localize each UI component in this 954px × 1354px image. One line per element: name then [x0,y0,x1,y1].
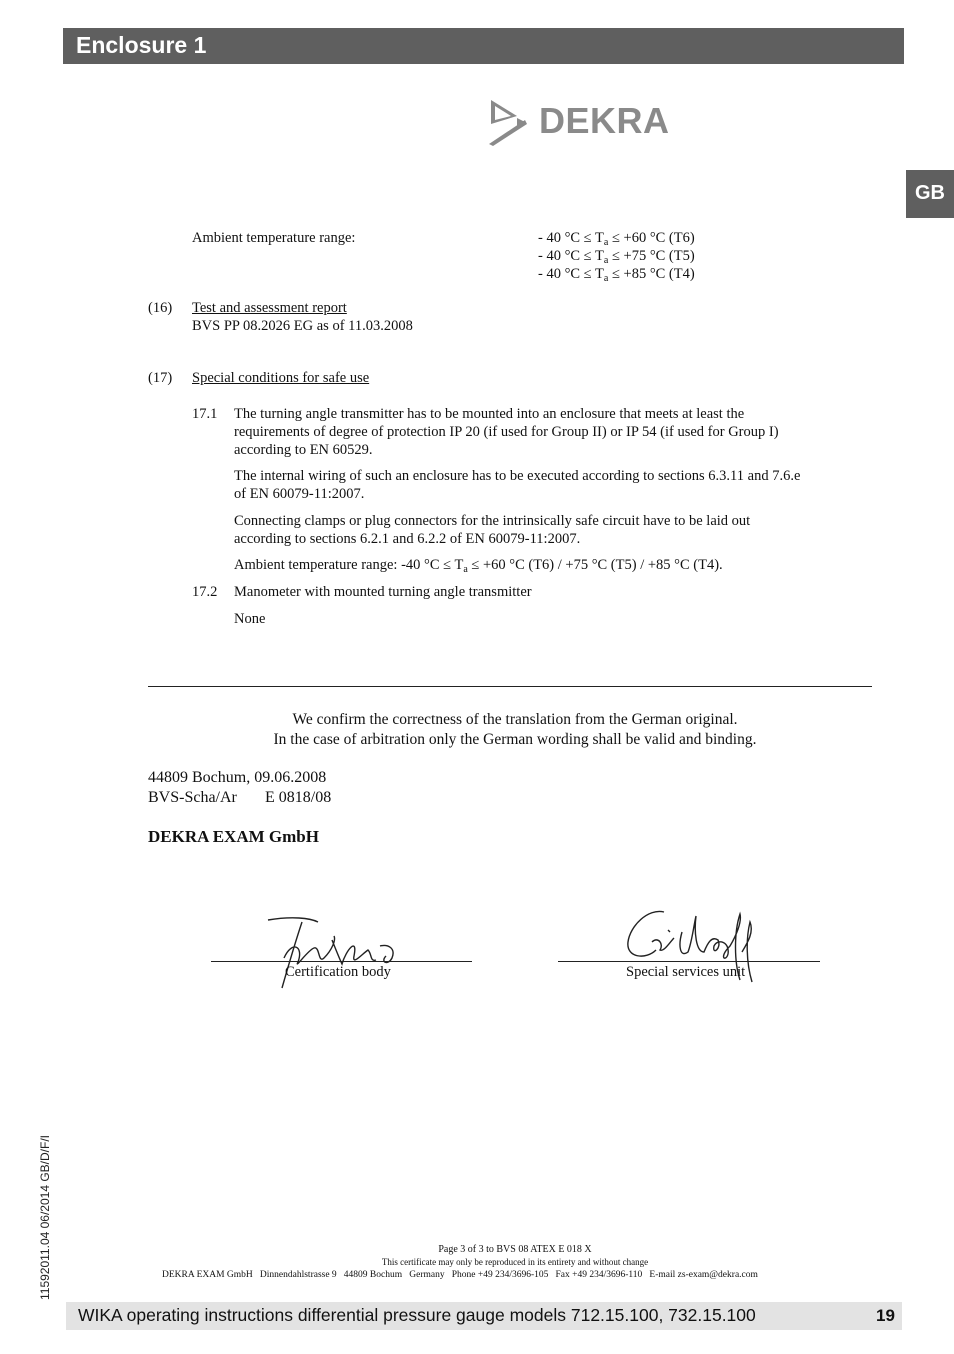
footer-bar [66,1302,902,1330]
ambient-range-t4 [538,265,695,288]
range-t6-prefix: - 40 °C ≤ T [538,230,604,246]
dekra-logo-icon [487,98,535,146]
section-header-bar [63,28,904,64]
certificate-page-info: Page 3 of 3 to BVS 08 ATEX E 018 X [438,1244,592,1255]
divider [148,686,872,687]
footer-text: WIKA operating instructions differential pressure gauge models 712.15.100, 732.15.100 [78,1305,756,1325]
range-t4-sub: a [603,273,609,284]
range-t6-suffix: ≤ +60 °C (T6) [608,230,695,246]
clause-17-1-line: Connecting clamps or plug connectors for the intrinsically safe circuit have to be laid out [234,513,751,529]
clause-17-1-line: requirements of degree of protection IP 20 (if used for Group II) or IP 54 (if used for Group I) [234,424,779,440]
range-t4-suffix: ≤ +85 °C (T4) [608,266,695,282]
language-tab-label: GB [915,182,945,204]
place-date: 44809 Bochum, 09.06.2008 [148,769,327,786]
section-16-text: BVS PP 08.2026 EG as of 11.03.2008 [192,318,413,334]
language-tab [906,170,954,218]
range-t5-sub: a [603,255,609,266]
clause-17-1-number: 17.1 [192,406,218,422]
confirmation-line-2: In the case of arbitration only the German wording shall be valid and binding. [273,731,757,748]
special-services-label: Special services unit [626,964,746,980]
section-16-number: (16) [148,300,173,316]
range-t4-prefix: - 40 °C ≤ T [538,266,604,282]
clause-17-1-line: The turning angle transmitter has to be mounted into an enclosure that meets at least the [234,406,745,422]
section-16-title: Test and assessment report [192,300,347,316]
certificate-contact-line: DEKRA EXAM GmbH Dinnendahlstrasse 9 44809 Bochum Germany Phone +49 234/3696-105 Fax +49 234/3696-110 E-mail zs-exam@dekra.com [162,1270,758,1280]
section-17-title: Special conditions for safe use [192,370,370,386]
page-number: 19 [876,1306,895,1325]
clause-ambient-suffix: ≤ +60 °C (T6) / +75 °C (T5) / +85 °C (T4). [467,557,723,573]
page-title: Enclosure 1 [76,32,207,58]
clause-ambient-prefix: Ambient temperature range: -40 °C ≤ T [234,557,464,573]
clause-17-1-line: according to EN 60529. [234,442,373,458]
section-17-number: (17) [148,370,173,386]
dekra-logo-text: DEKRA [539,100,670,141]
company-name: DEKRA EXAM GmbH [148,827,319,846]
dekra-logo [487,98,670,146]
range-t5-suffix: ≤ +75 °C (T5) [608,248,695,264]
range-t6-sub: a [603,237,609,248]
signature-line-left [211,961,472,962]
signature-line-right [558,961,820,962]
range-t5-prefix: - 40 °C ≤ T [538,248,604,264]
certification-body-label: Certification body [285,964,391,980]
clause-17-2-number: 17.2 [192,584,218,600]
clause-17-1-ambient [234,556,723,579]
clause-17-1-line: according to sections 6.2.1 and 6.2.2 of EN 60079-11:2007. [234,531,581,547]
confirmation-line-1: We confirm the correctness of the translation from the German original. [292,711,738,728]
ambient-temperature-label: Ambient temperature range: [192,230,356,246]
clause-ambient-sub: a [463,564,468,575]
clause-17-2-text: Manometer with mounted turning angle transmitter [234,584,532,600]
reference-left: BVS-Scha/Ar [148,789,237,806]
clause-17-2-none: None [234,611,266,627]
clause-17-1-line: The internal wiring of such an enclosure has to be executed according to sections 6.3.11 and 7.6.e [234,468,801,484]
reference-number: E 0818/08 [265,789,332,806]
clause-17-1-line: of EN 60079-11:2007. [234,486,365,502]
certificate-reproduction-note: This certificate may only be reproduced in its entirety and without change [381,1257,649,1267]
document-code: 11592011.04 06/2014 GB/D/F/I [38,1134,52,1300]
